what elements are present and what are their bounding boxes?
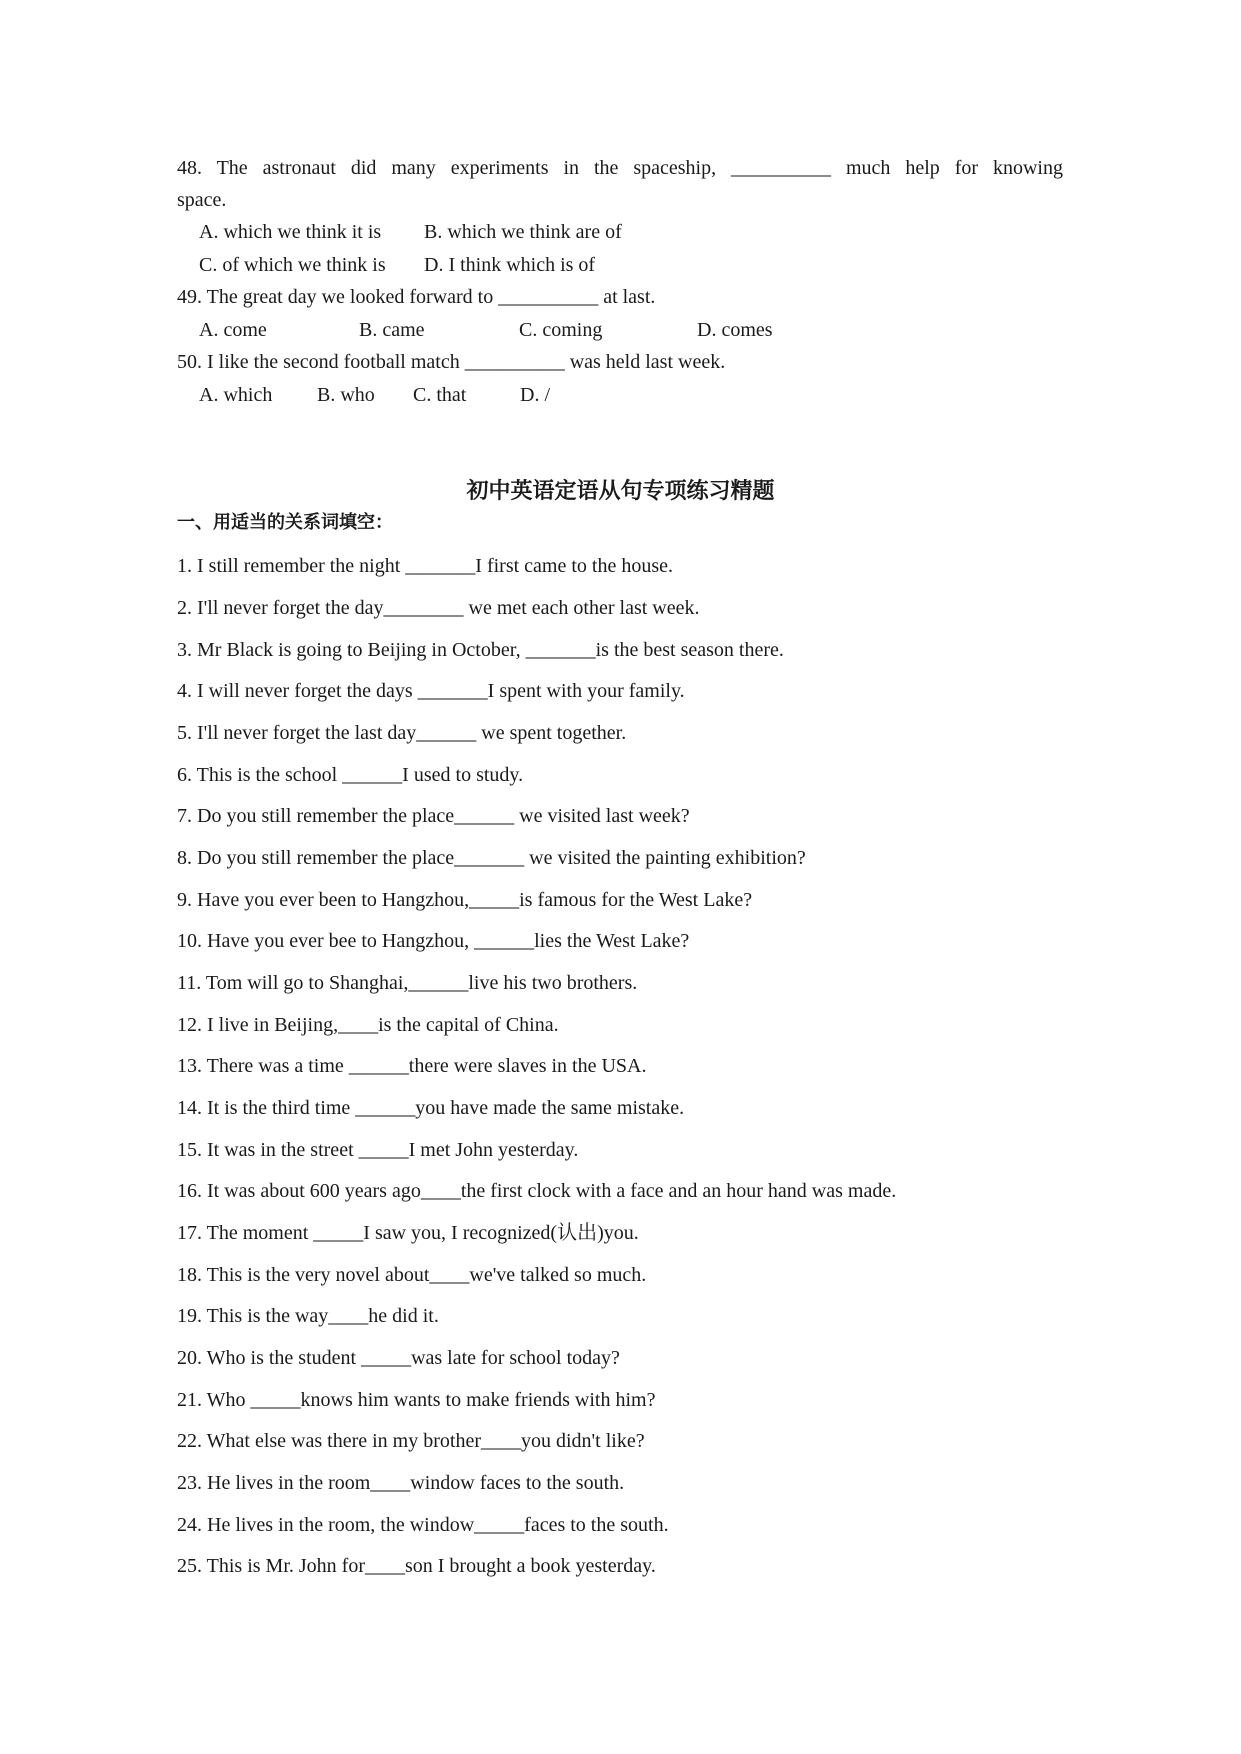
exercise-item-12: 12. I live in Beijing,____is the capital of China.	[177, 1014, 559, 1036]
question-48-stem: 48. The astronaut did many experiments in the spaceship, __________ much help for knowing	[177, 157, 1063, 179]
exercise-item-16: 16. It was about 600 years ago____the first clock with a face and an hour hand was made.	[177, 1180, 897, 1202]
exercise-item-2: 2. I'll never forget the day________ we met each other last week.	[177, 597, 700, 619]
exercise-item-18: 18. This is the very novel about____we've talked so much.	[177, 1264, 647, 1286]
exercise-item-6: 6. This is the school ______I used to study.	[177, 764, 524, 786]
question-49-stem: 49. The great day we looked forward to __________ at last.	[177, 286, 656, 308]
exercise-item-15: 15. It was in the street _____I met John yesterday.	[177, 1139, 579, 1161]
option-48-c: C. of which we think is	[199, 254, 386, 276]
option-49-c: C. coming	[519, 319, 603, 341]
exercise-item-7: 7. Do you still remember the place______ we visited last week?	[177, 805, 690, 827]
question-48-options-row-1	[199, 220, 622, 244]
question-48-options-row-2	[199, 253, 595, 277]
exercise-item-24: 24. He lives in the room, the window_____faces to the south.	[177, 1514, 669, 1536]
question-48-stem-continued: space.	[177, 189, 227, 211]
question-50-options	[199, 383, 550, 407]
exercise-item-17: 17. The moment _____I saw you, I recognized(认出)you.	[177, 1222, 639, 1244]
exercise-item-22: 22. What else was there in my brother____you didn't like?	[177, 1430, 645, 1452]
exercise-item-20: 20. Who is the student _____was late for school today?	[177, 1347, 620, 1369]
option-50-b: B. who	[317, 384, 375, 406]
exercise-item-5: 5. I'll never forget the last day______ we spent together.	[177, 722, 627, 744]
page-title: 初中英语定语从句专项练习精题	[466, 479, 775, 504]
exercise-item-21: 21. Who _____knows him wants to make friends with him?	[177, 1389, 656, 1411]
section-heading: 一、用适当的关系词填空：	[177, 512, 393, 533]
option-48-b: B. which we think are of	[424, 221, 622, 243]
question-50-stem: 50. I like the second football match __________ was held last week.	[177, 351, 726, 373]
exercise-item-9: 9. Have you ever been to Hangzhou,_____is famous for the West Lake?	[177, 889, 753, 911]
option-48-a: A. which we think it is	[199, 221, 382, 243]
option-50-c: C. that	[413, 384, 467, 406]
exercise-item-25: 25. This is Mr. John for____son I brought a book yesterday.	[177, 1555, 656, 1577]
question-49-options	[199, 318, 773, 342]
exercise-item-14: 14. It is the third time ______you have made the same mistake.	[177, 1097, 685, 1119]
option-48-d: D. I think which is of	[424, 254, 596, 276]
exercise-item-3: 3. Mr Black is going to Beijing in October, _______is the best season there.	[177, 639, 784, 661]
exercise-item-1: 1. I still remember the night _______I first came to the house.	[177, 555, 673, 577]
exercise-item-13: 13. There was a time ______there were slaves in the USA.	[177, 1055, 647, 1077]
exercise-item-8: 8. Do you still remember the place_______ we visited the painting exhibition?	[177, 847, 806, 869]
option-50-d: D. /	[520, 384, 550, 406]
exercise-item-4: 4. I will never forget the days _______I spent with your family.	[177, 680, 685, 702]
exercise-item-19: 19. This is the way____he did it.	[177, 1305, 439, 1327]
option-49-b: B. came	[359, 319, 425, 341]
exercise-item-10: 10. Have you ever bee to Hangzhou, ______lies the West Lake?	[177, 930, 690, 952]
exercise-item-11: 11. Tom will go to Shanghai,______live his two brothers.	[177, 972, 638, 994]
exercise-item-23: 23. He lives in the room____window faces to the south.	[177, 1472, 625, 1494]
option-50-a: A. which	[199, 384, 273, 406]
option-49-a: A. come	[199, 319, 267, 341]
option-49-d: D. comes	[697, 319, 773, 341]
